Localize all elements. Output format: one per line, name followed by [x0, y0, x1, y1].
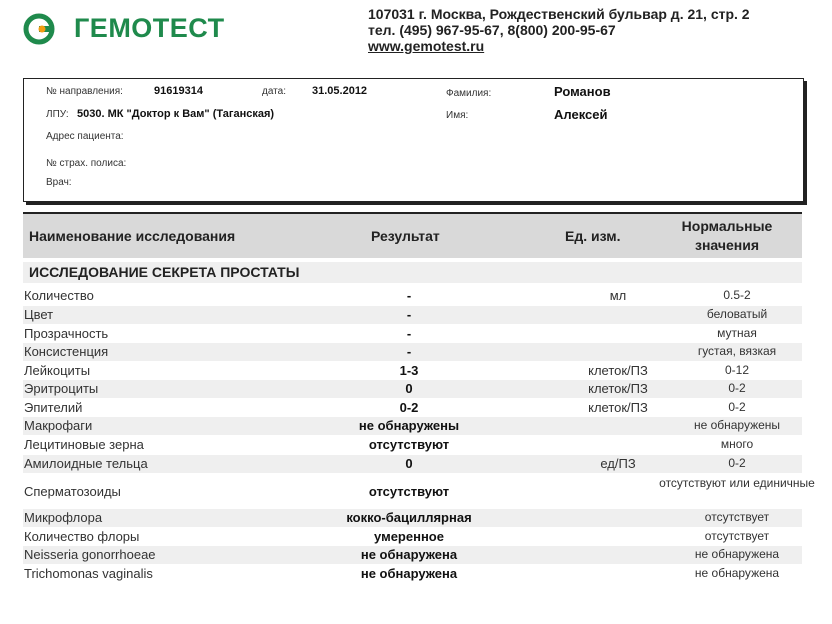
test-name: Trichomonas vaginalis [24, 566, 153, 581]
lab-address-block [368, 6, 750, 54]
date-label: дата: [262, 86, 286, 97]
logo-text: ГЕМОТЕСТ [74, 13, 225, 43]
test-norm: густая, вязкая [697, 344, 777, 358]
table-row [23, 509, 802, 527]
date-value: 31.05.2012 [312, 85, 368, 97]
test-norm: отсутствует [704, 529, 770, 543]
test-norm: беловатый [706, 307, 768, 321]
test-result: 0 [405, 381, 413, 396]
test-name: Консистенция [24, 344, 109, 359]
referral-label: № направления: [46, 86, 123, 97]
results-table-header [23, 212, 802, 258]
header-test-name: Наименование исследования [29, 228, 236, 244]
surname-value: Романов [554, 84, 611, 99]
test-result: умеренное [374, 529, 444, 544]
test-unit: клеток/ПЗ [588, 400, 648, 415]
referral-value: 91619314 [154, 85, 203, 97]
surname-label: Фамилия: [446, 88, 492, 99]
test-norm: не обнаружена [694, 547, 780, 561]
test-result: - [406, 326, 412, 341]
test-name: Микрофлора [24, 510, 103, 525]
insurance-policy-label: № страх. полиса: [46, 158, 127, 169]
table-row [23, 380, 802, 398]
header-result: Результат [371, 228, 440, 244]
clinic-value: 5030. МК "Доктор к Вам" (Таганская) [77, 108, 275, 120]
test-norm: 0.5-2 [723, 288, 751, 302]
test-name: Лецитиновые зерна [24, 437, 144, 452]
test-result: - [406, 307, 412, 322]
test-norm: мутная [717, 326, 757, 340]
test-name: Цвет [24, 307, 54, 322]
test-norm: не обнаружена [694, 566, 780, 580]
test-name: Neisseria gonorrhoeae [24, 547, 156, 562]
gemotest-logo [22, 12, 225, 48]
test-name: Прозрачность [24, 326, 109, 341]
test-name: Эпителий [24, 400, 83, 415]
test-unit: мл [609, 288, 627, 303]
table-row [23, 287, 802, 305]
test-norm: много [720, 437, 754, 451]
test-result: отсутствуют [368, 484, 450, 499]
table-row [23, 343, 802, 361]
table-row [23, 473, 815, 511]
lab-address: 107031 г. Москва, Рождественский бульвар д. 21, стр. 2 [368, 6, 750, 22]
lab-phone: тел. (495) 967-95-67, 8(800) 200-95-67 [368, 22, 616, 38]
test-name: Макрофаги [24, 418, 93, 433]
table-row [23, 455, 802, 473]
table-row [23, 399, 802, 417]
test-name: Лейкоциты [24, 363, 91, 378]
test-name: Эритроциты [24, 381, 99, 396]
table-row [23, 417, 802, 435]
test-result: 0 [405, 456, 413, 471]
section-title-bar [23, 262, 802, 283]
test-norm: 0-12 [724, 363, 750, 377]
section-title: ИССЛЕДОВАНИЕ СЕКРЕТА ПРОСТАТЫ [29, 264, 300, 280]
test-result: 0-2 [399, 400, 419, 415]
patient-address-label: Адрес пациента: [46, 131, 124, 142]
table-row [23, 325, 802, 343]
table-row [23, 528, 802, 546]
clinic-label: ЛПУ: [46, 109, 69, 120]
test-norm: отсутствует [704, 510, 770, 524]
table-row [23, 306, 802, 324]
table-row [23, 436, 802, 454]
test-result: не обнаружена [360, 566, 458, 581]
test-result: не обнаружены [358, 418, 460, 433]
test-norm: не обнаружены [693, 418, 781, 432]
test-name: Количество флоры [24, 529, 140, 544]
gemotest-logo-icon [22, 12, 56, 46]
test-result: - [406, 288, 412, 303]
table-row [23, 546, 802, 564]
name-label: Имя: [446, 110, 469, 121]
test-name: Амилоидные тельца [24, 456, 148, 471]
test-name: Сперматозоиды [24, 484, 121, 499]
test-name: Количество [24, 288, 94, 303]
header-unit: Ед. изм. [565, 228, 621, 244]
lab-website-link[interactable]: www.gemotest.ru [368, 38, 485, 54]
patient-info-card [23, 78, 804, 202]
name-value: Алексей [554, 107, 608, 122]
header-normal-values: Нормальные значения [681, 218, 773, 253]
test-result: 1-3 [399, 363, 419, 378]
test-unit: клеток/ПЗ [588, 381, 648, 396]
test-norm: 0-2 [728, 381, 746, 395]
test-norm: отсутствуют или единичные [659, 476, 815, 490]
test-result: - [406, 344, 412, 359]
test-result: кокко-бациллярная [346, 510, 472, 525]
table-row [23, 362, 802, 380]
table-row [23, 565, 802, 583]
test-norm: 0-2 [728, 456, 746, 470]
test-result: отсутствуют [368, 437, 450, 452]
test-norm: 0-2 [728, 400, 746, 414]
test-result: не обнаружена [360, 547, 458, 562]
test-unit: ед/ПЗ [600, 456, 636, 471]
doctor-label: Врач: [46, 177, 72, 188]
test-unit: клеток/ПЗ [588, 363, 648, 378]
